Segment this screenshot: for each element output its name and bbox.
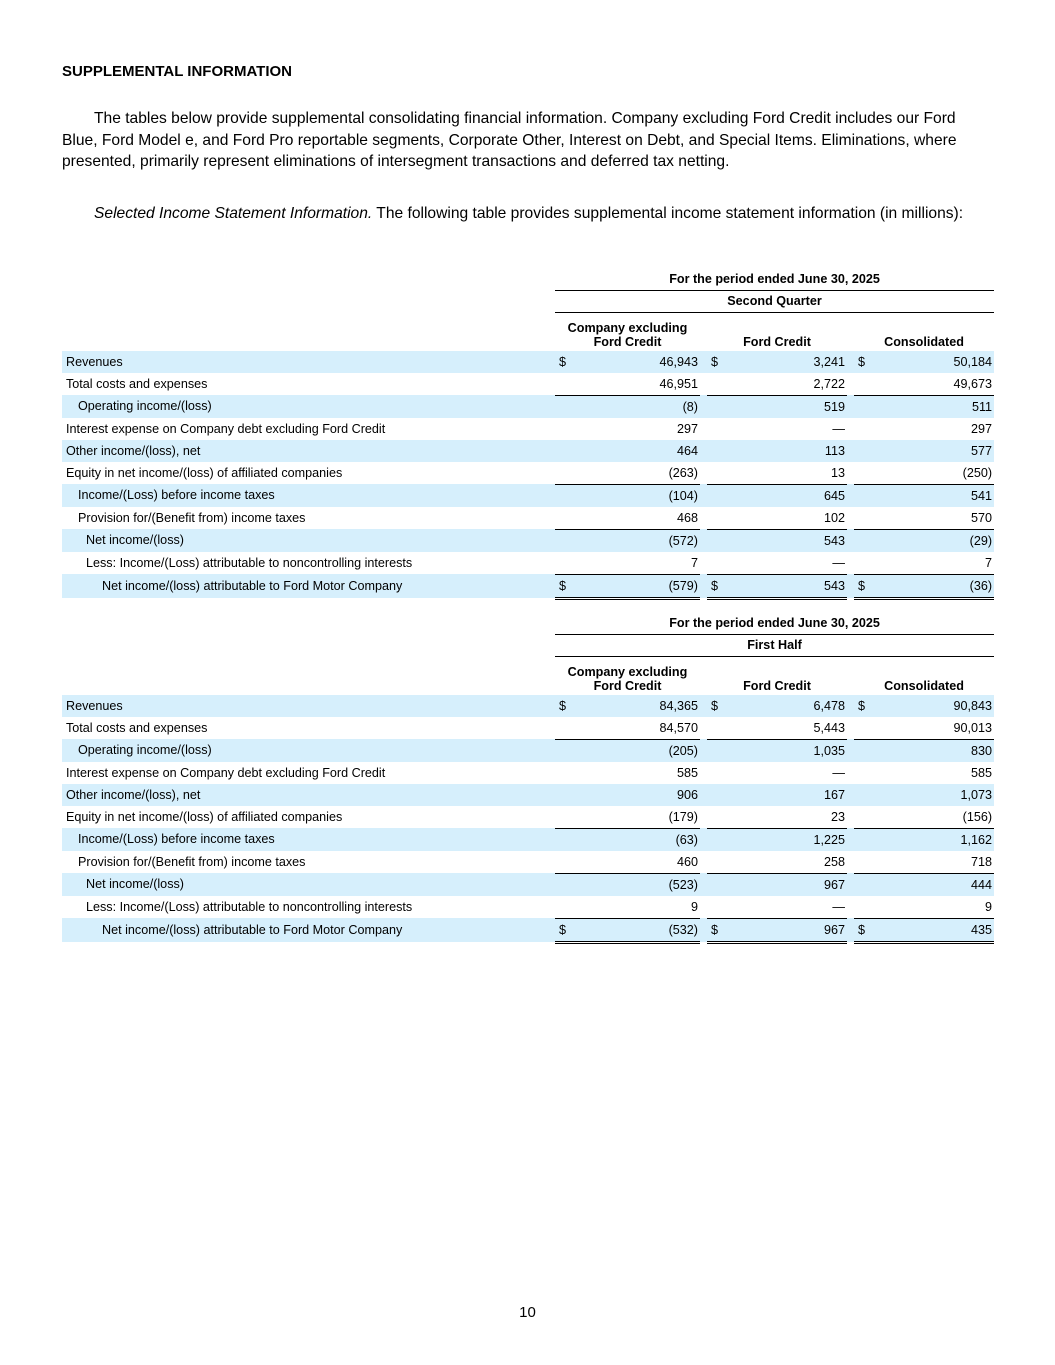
value: 167: [823, 787, 845, 802]
row-label: Operating income/(loss): [62, 395, 555, 418]
value: (250): [962, 465, 993, 480]
table-row: [62, 762, 994, 784]
value-cell: [555, 873, 700, 896]
table-row: [62, 873, 994, 896]
lead-text: The following table provides supplemental income statement information (in millions):: [372, 205, 964, 222]
value: 519: [823, 399, 845, 414]
spacer: [700, 418, 707, 440]
value: 50,184: [953, 354, 993, 369]
value: 718: [971, 854, 993, 869]
table-row: [62, 418, 994, 440]
row-label: Total costs and expenses: [66, 376, 208, 391]
currency-symbol: $: [858, 922, 866, 937]
spacer: [847, 440, 854, 462]
spacer: [700, 462, 707, 485]
value: 543: [823, 533, 845, 548]
value: 444: [971, 877, 993, 892]
value: 1,162: [960, 832, 993, 847]
column-header-ford-credit: Ford Credit: [743, 334, 811, 349]
column-header-consolidated: Consolidated: [884, 678, 964, 693]
value-cell: [854, 762, 994, 784]
value-cell: [555, 806, 700, 829]
value-cell: [707, 739, 847, 762]
spacer: [700, 395, 707, 418]
spacer: [700, 806, 707, 829]
column-header-consolidated: Consolidated: [884, 334, 964, 349]
value: 906: [676, 787, 698, 802]
spacer: [62, 634, 555, 656]
value: 9: [690, 899, 698, 914]
value-cell: [707, 373, 847, 396]
table-row: [62, 351, 994, 373]
value-cell: [854, 484, 994, 507]
spacer: [847, 351, 854, 373]
currency-symbol: $: [559, 698, 567, 713]
value-cell: [707, 351, 847, 373]
spacer: [700, 656, 707, 695]
row-label: Total costs and expenses: [66, 720, 208, 735]
value: (205): [668, 743, 698, 758]
value: 297: [971, 421, 993, 436]
value-cell: [555, 462, 700, 485]
value-cell: [854, 717, 994, 740]
currency-symbol: $: [858, 354, 866, 369]
financial-table: [62, 268, 994, 600]
period-header-row: [62, 612, 994, 634]
value: 3,241: [813, 354, 845, 369]
column-header-ford-credit: Ford Credit: [743, 678, 811, 693]
table-row: [62, 529, 994, 552]
spacer: [700, 873, 707, 896]
value: 543: [823, 578, 845, 593]
table-row: [62, 373, 994, 396]
value-cell: [707, 806, 847, 829]
value-cell: [555, 918, 700, 942]
spacer: [847, 784, 854, 806]
spacer: [847, 529, 854, 552]
value: 297: [676, 421, 698, 436]
value: 1,225: [813, 832, 845, 847]
currency-symbol: $: [858, 578, 866, 593]
period-header: For the period ended June 30, 2025: [555, 612, 994, 634]
value: (523): [668, 877, 698, 892]
spacer: [62, 312, 555, 351]
currency-symbol: $: [711, 698, 719, 713]
value: 9: [985, 899, 993, 914]
table-row: [62, 828, 994, 851]
period-header-row: [62, 268, 994, 290]
column-header-company-excl-ford-credit: Company excluding Ford Credit: [567, 664, 688, 693]
currency-symbol: $: [711, 578, 719, 593]
spacer: [700, 762, 707, 784]
value: 49,673: [953, 376, 993, 391]
value: 102: [823, 510, 845, 525]
spacer: [847, 695, 854, 717]
value-cell: [854, 574, 994, 598]
currency-symbol: $: [858, 698, 866, 713]
spacer: [62, 656, 555, 695]
value-cell: [707, 896, 847, 919]
value: 23: [830, 809, 845, 824]
row-label: Net income/(loss): [62, 873, 555, 896]
row-label: Provision for/(Benefit from) income taxes: [78, 854, 306, 869]
value: 13: [830, 465, 845, 480]
value: 46,951: [659, 376, 698, 391]
value-cell: [854, 828, 994, 851]
spacer: [700, 695, 707, 717]
value-cell: [555, 851, 700, 874]
value-cell: [854, 440, 994, 462]
spacer: [847, 462, 854, 485]
subperiod-header-row: [62, 290, 994, 312]
spacer: [700, 739, 707, 762]
value-cell: [555, 440, 700, 462]
spacer: [847, 552, 854, 575]
lead-paragraph: [62, 203, 992, 225]
spacer: [847, 373, 854, 396]
subperiod-header: Second Quarter: [555, 290, 994, 312]
spacer: [700, 484, 707, 507]
currency-symbol: $: [559, 578, 567, 593]
spacer: [847, 574, 854, 598]
row-label: Income/(Loss) before income taxes: [62, 828, 555, 851]
spacer: [700, 896, 707, 919]
spacer: [847, 717, 854, 740]
value-cell: [555, 896, 700, 919]
value-cell: [555, 351, 700, 373]
row-label: Net income/(loss) attributable to Ford Motor Company: [62, 918, 555, 942]
period-header: For the period ended June 30, 2025: [555, 268, 994, 290]
value: 541: [971, 488, 993, 503]
value: (572): [668, 533, 698, 548]
value-cell: [555, 373, 700, 396]
value: 460: [676, 854, 698, 869]
value: (156): [962, 809, 993, 824]
value: (29): [969, 533, 993, 548]
spacer: [847, 395, 854, 418]
table-row: [62, 552, 994, 575]
value-cell: [854, 918, 994, 942]
spacer: [847, 851, 854, 874]
value: 5,443: [813, 720, 845, 735]
intro-paragraph: The tables below provide supplemental consolidating financial information. Company excluding Ford Credit includes our Ford Blue, Ford Model e, and Ford Pro reportable segments, Corporate Other, Interest on Debt, and Special Items. Eliminations, where presented, primarily represent eliminations of intersegment transactions and deferred tax netting.: [62, 110, 957, 170]
value: —: [832, 765, 845, 780]
value-cell: [707, 574, 847, 598]
value-cell: [854, 806, 994, 829]
value: (179): [668, 809, 698, 824]
currency-symbol: $: [711, 922, 719, 937]
value-cell: [555, 574, 700, 598]
value-cell: [707, 440, 847, 462]
value: (579): [668, 578, 698, 593]
value-cell: [707, 507, 847, 530]
value: 511: [971, 399, 993, 414]
column-header-row: [62, 312, 994, 351]
value-cell: [555, 784, 700, 806]
value: 435: [971, 922, 993, 937]
spacer: [847, 828, 854, 851]
spacer: [847, 507, 854, 530]
spacer: [700, 440, 707, 462]
column-header-company-excl-ford-credit: Company excluding Ford Credit: [567, 320, 688, 349]
spacer: [847, 896, 854, 919]
value: (63): [675, 832, 698, 847]
currency-symbol: $: [711, 354, 719, 369]
value-cell: [555, 552, 700, 575]
spacer: [700, 552, 707, 575]
table-row: [62, 484, 994, 507]
table-second-quarter: [62, 268, 994, 600]
value-cell: [854, 507, 994, 530]
spacer: [62, 612, 555, 634]
value-cell: [854, 418, 994, 440]
value-cell: [854, 552, 994, 575]
currency-symbol: $: [559, 354, 567, 369]
spacer: [700, 351, 707, 373]
row-label: Operating income/(loss): [62, 739, 555, 762]
value-cell: [707, 695, 847, 717]
spacer: [700, 507, 707, 530]
value: (8): [682, 399, 698, 414]
value: 585: [676, 765, 698, 780]
value-cell: [555, 739, 700, 762]
spacer: [847, 806, 854, 829]
value-cell: [854, 351, 994, 373]
row-label: Net income/(loss): [62, 529, 555, 552]
value: 7: [690, 555, 698, 570]
value: —: [832, 555, 845, 570]
spacer: [62, 290, 555, 312]
value-cell: [707, 873, 847, 896]
value: 90,013: [953, 720, 993, 735]
value-cell: [555, 507, 700, 530]
value: 84,570: [659, 720, 698, 735]
value-cell: [707, 418, 847, 440]
value: 7: [985, 555, 993, 570]
row-label: Equity in net income/(loss) of affiliated companies: [66, 465, 343, 480]
value-cell: [555, 418, 700, 440]
table-first-half: [62, 612, 994, 944]
spacer: [700, 784, 707, 806]
subperiod-header-row: [62, 634, 994, 656]
row-label: Interest expense on Company debt excluding Ford Credit: [66, 421, 386, 436]
value-cell: [707, 784, 847, 806]
subperiod-header: First Half: [555, 634, 994, 656]
row-label: Other income/(loss), net: [62, 784, 555, 806]
table-row: [62, 695, 994, 717]
value-cell: [854, 695, 994, 717]
value-cell: [854, 851, 994, 874]
spacer: [847, 418, 854, 440]
spacer: [700, 312, 707, 351]
value-cell: [707, 762, 847, 784]
value: (532): [668, 922, 698, 937]
value-cell: [707, 851, 847, 874]
value: 258: [823, 854, 845, 869]
row-label: Other income/(loss), net: [62, 440, 555, 462]
value: 585: [971, 765, 993, 780]
value-cell: [707, 395, 847, 418]
value-cell: [854, 873, 994, 896]
value-cell: [707, 828, 847, 851]
spacer: [700, 918, 707, 942]
value-cell: [854, 395, 994, 418]
value-cell: [555, 695, 700, 717]
value: 570: [971, 510, 993, 525]
value: 645: [823, 488, 845, 503]
value: (263): [668, 465, 698, 480]
table-row: [62, 896, 994, 919]
table-row: [62, 918, 994, 942]
value-cell: [555, 529, 700, 552]
table-row: [62, 784, 994, 806]
row-label: Net income/(loss) attributable to Ford Motor Company: [62, 574, 555, 598]
table-row: [62, 574, 994, 598]
value-cell: [854, 739, 994, 762]
table-row: [62, 717, 994, 740]
value-cell: [555, 828, 700, 851]
spacer: [847, 484, 854, 507]
value: 2,722: [813, 376, 845, 391]
page-title: SUPPLEMENTAL INFORMATION: [62, 63, 292, 80]
page-number: 10: [519, 1304, 536, 1321]
value-cell: [854, 462, 994, 485]
value: —: [832, 421, 845, 436]
value-cell: [707, 462, 847, 485]
value-cell: [707, 484, 847, 507]
spacer: [847, 656, 854, 695]
row-label: Less: Income/(Loss) attributable to noncontrolling interests: [86, 899, 413, 914]
value-cell: [707, 918, 847, 942]
table-row: [62, 507, 994, 530]
value-cell: [854, 896, 994, 919]
value: 464: [676, 443, 698, 458]
spacer: [700, 373, 707, 396]
table-row: [62, 440, 994, 462]
spacer: [700, 574, 707, 598]
value-cell: [555, 395, 700, 418]
table-row: [62, 806, 994, 829]
spacer: [847, 762, 854, 784]
value: 1,073: [960, 787, 993, 802]
value-cell: [707, 717, 847, 740]
table-row: [62, 739, 994, 762]
row-label: Equity in net income/(loss) of affiliated companies: [66, 809, 343, 824]
value: 577: [971, 443, 993, 458]
value: 830: [971, 743, 993, 758]
value-cell: [707, 529, 847, 552]
value: 90,843: [953, 698, 993, 713]
value-cell: [854, 784, 994, 806]
spacer: [847, 918, 854, 942]
column-header-row: [62, 656, 994, 695]
value-cell: [555, 762, 700, 784]
value-cell: [854, 529, 994, 552]
lead-heading: Selected Income Statement Information.: [94, 205, 373, 222]
value: 468: [676, 510, 698, 525]
row-label: Provision for/(Benefit from) income taxes: [78, 510, 306, 525]
table-row: [62, 462, 994, 485]
value: —: [832, 899, 845, 914]
table-row: [62, 395, 994, 418]
value: 6,478: [813, 698, 845, 713]
spacer: [700, 529, 707, 552]
value: 1,035: [813, 743, 845, 758]
value: 84,365: [659, 698, 698, 713]
value: 46,943: [659, 354, 698, 369]
spacer: [847, 312, 854, 351]
row-label: Less: Income/(Loss) attributable to noncontrolling interests: [86, 555, 413, 570]
value: 113: [824, 443, 845, 458]
row-label: Revenues: [62, 351, 555, 373]
value: 967: [823, 922, 845, 937]
spacer: [847, 739, 854, 762]
value-cell: [555, 717, 700, 740]
row-label: Revenues: [62, 695, 555, 717]
currency-symbol: $: [559, 922, 567, 937]
value-cell: [707, 552, 847, 575]
spacer: [700, 717, 707, 740]
value-cell: [555, 484, 700, 507]
row-label: Interest expense on Company debt excluding Ford Credit: [66, 765, 386, 780]
financial-table: [62, 612, 994, 944]
value: 967: [823, 877, 845, 892]
spacer: [700, 851, 707, 874]
table-row: [62, 851, 994, 874]
spacer: [847, 873, 854, 896]
value: (36): [969, 578, 993, 593]
row-label: Income/(Loss) before income taxes: [62, 484, 555, 507]
spacer: [62, 268, 555, 290]
value-cell: [854, 373, 994, 396]
spacer: [700, 828, 707, 851]
value: (104): [668, 488, 698, 503]
